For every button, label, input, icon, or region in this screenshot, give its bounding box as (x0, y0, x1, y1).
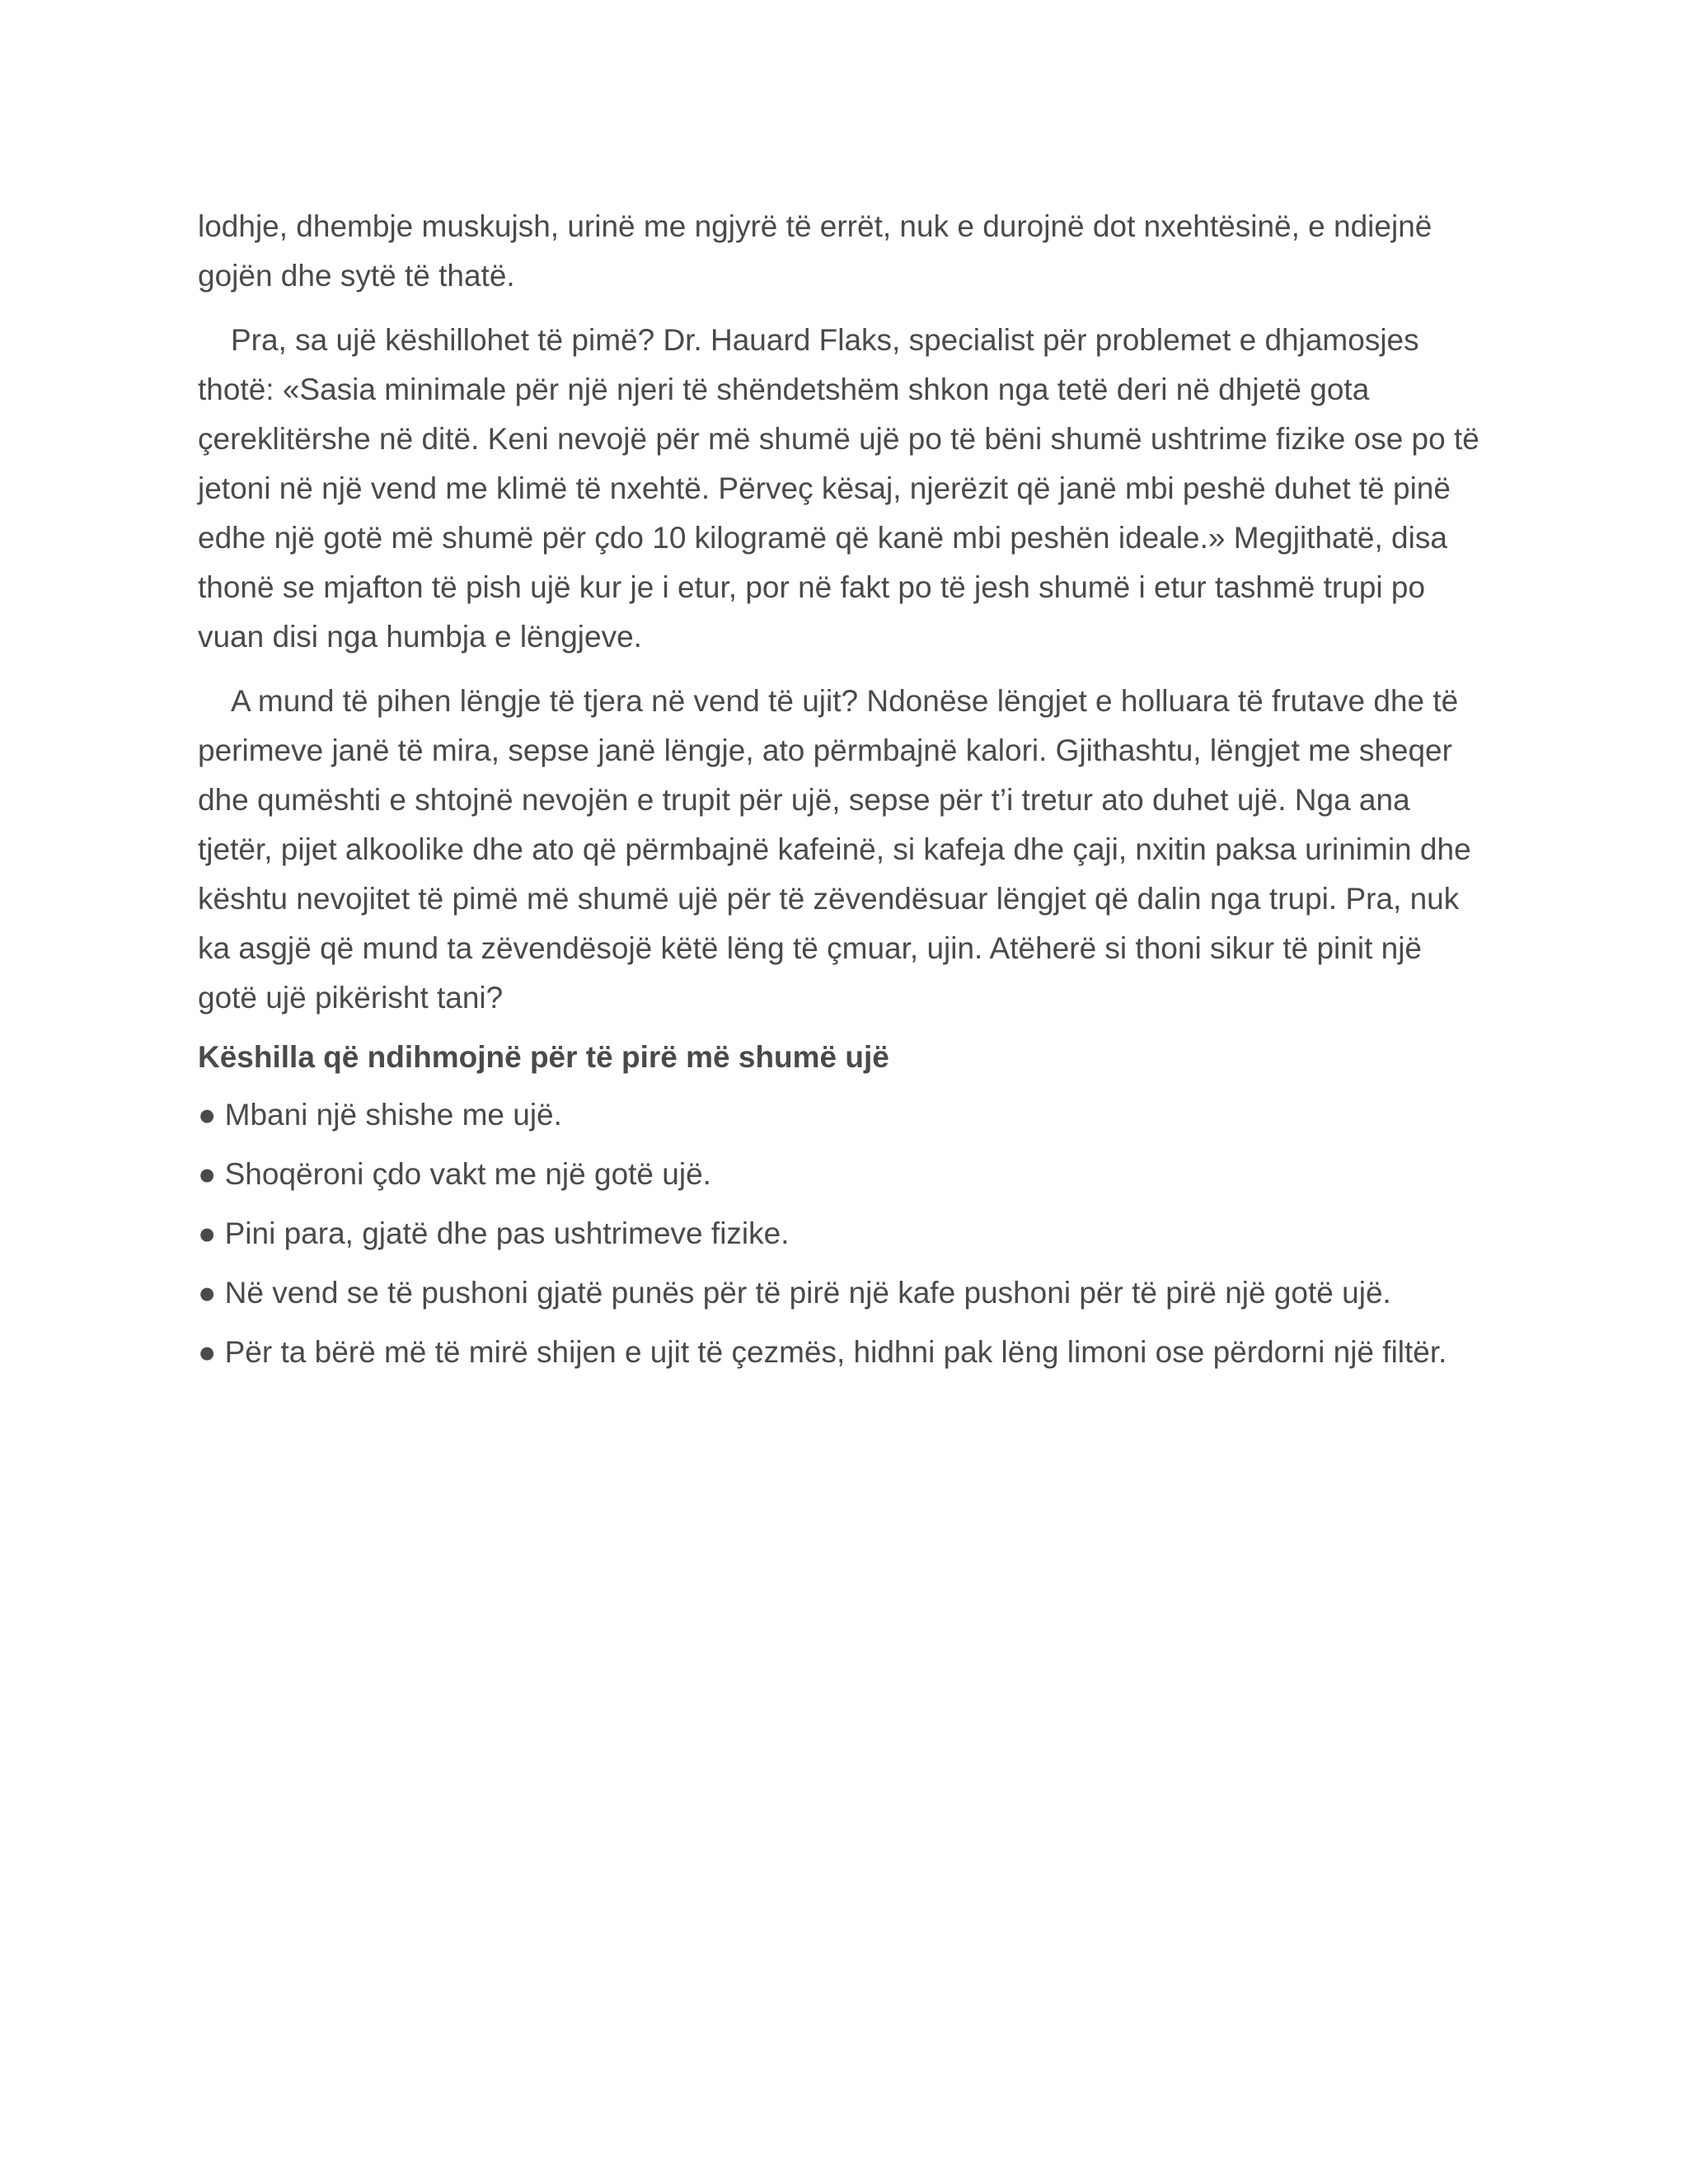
document-page (198, 202, 1484, 1387)
tips-heading: Këshilla që ndihmojnë për të pirë më shumë ujë (198, 1040, 889, 1074)
paragraph-other-liquids: A mund të pihen lëngje të tjera në vend të ujit? Ndonëse lëngjet e holluara të frutave dhe të perimeve janë të mira, sepse janë lëngje, ato përmbajnë kalori. Gjithashtu, lëngjet me sheqer dhe qumështi e shtojnë nevojën e trupit për ujë, sepse për t’i tretur ato duhet ujë. Nga ana tjetër, pijet alkoolike dhe ato që përmbajnë kafeinë, si kafeja dhe çaji, nxitin paksa urinimin dhe kështu nevojitet të pimë më shumë ujë për të zëvendësuar lëngjet që dalin nga trupi. Pra, nuk ka asgjë që mund ta zëvendësojë këtë lëng të çmuar, ujin. Atëherë si thoni sikur të pinit një gotë ujë pikërisht tani? (198, 684, 1471, 1015)
paragraph-continuation: lodhje, dhembje muskujsh, urinë me ngjyrë të errët, nuk e durojnë dot nxehtësinë, e ndiejnë gojën dhe sytë të thatë. (198, 209, 1432, 293)
tip-item: ● Për ta bërë më të mirë shijen e ujit të çezmës, hidhni pak lëng limoni ose përdorni një filtër. (198, 1335, 1447, 1369)
tip-item: ● Në vend se të pushoni gjatë punës për të pirë një kafe pushoni për të pirë një gotë ujë. (198, 1276, 1391, 1310)
tips-list (198, 1090, 1484, 1377)
tip-item: ● Shoqëroni çdo vakt me një gotë ujë. (198, 1157, 711, 1191)
tip-item: ● Pini para, gjatë dhe pas ushtrimeve fizike. (198, 1216, 790, 1250)
tip-item: ● Mbani një shishe me ujë. (198, 1098, 562, 1132)
paragraph-water-amount: Pra, sa ujë këshillohet të pimë? Dr. Hauard Flaks, specialist për problemet e dhjamosjes thotë: «Sasia minimale për një njeri të shëndetshëm shkon nga tetë deri në dhjetë gota çereklitërshe në ditë. Keni nevojë për më shumë ujë po të bëni shumë ushtrime fizike ose po të jetoni në një vend me klimë të nxehtë. Përveç kësaj, njerëzit që janë mbi peshë duhet të pinë edhe një gotë më shumë për çdo 10 kilogramë që kanë mbi peshën ideale.» Megjithatë, disa thonë se mjafton të pish ujë kur je i etur, por në fakt po të jesh shumë i etur tashmë trupi po vuan disi nga humbja e lëngjeve. (198, 323, 1479, 654)
